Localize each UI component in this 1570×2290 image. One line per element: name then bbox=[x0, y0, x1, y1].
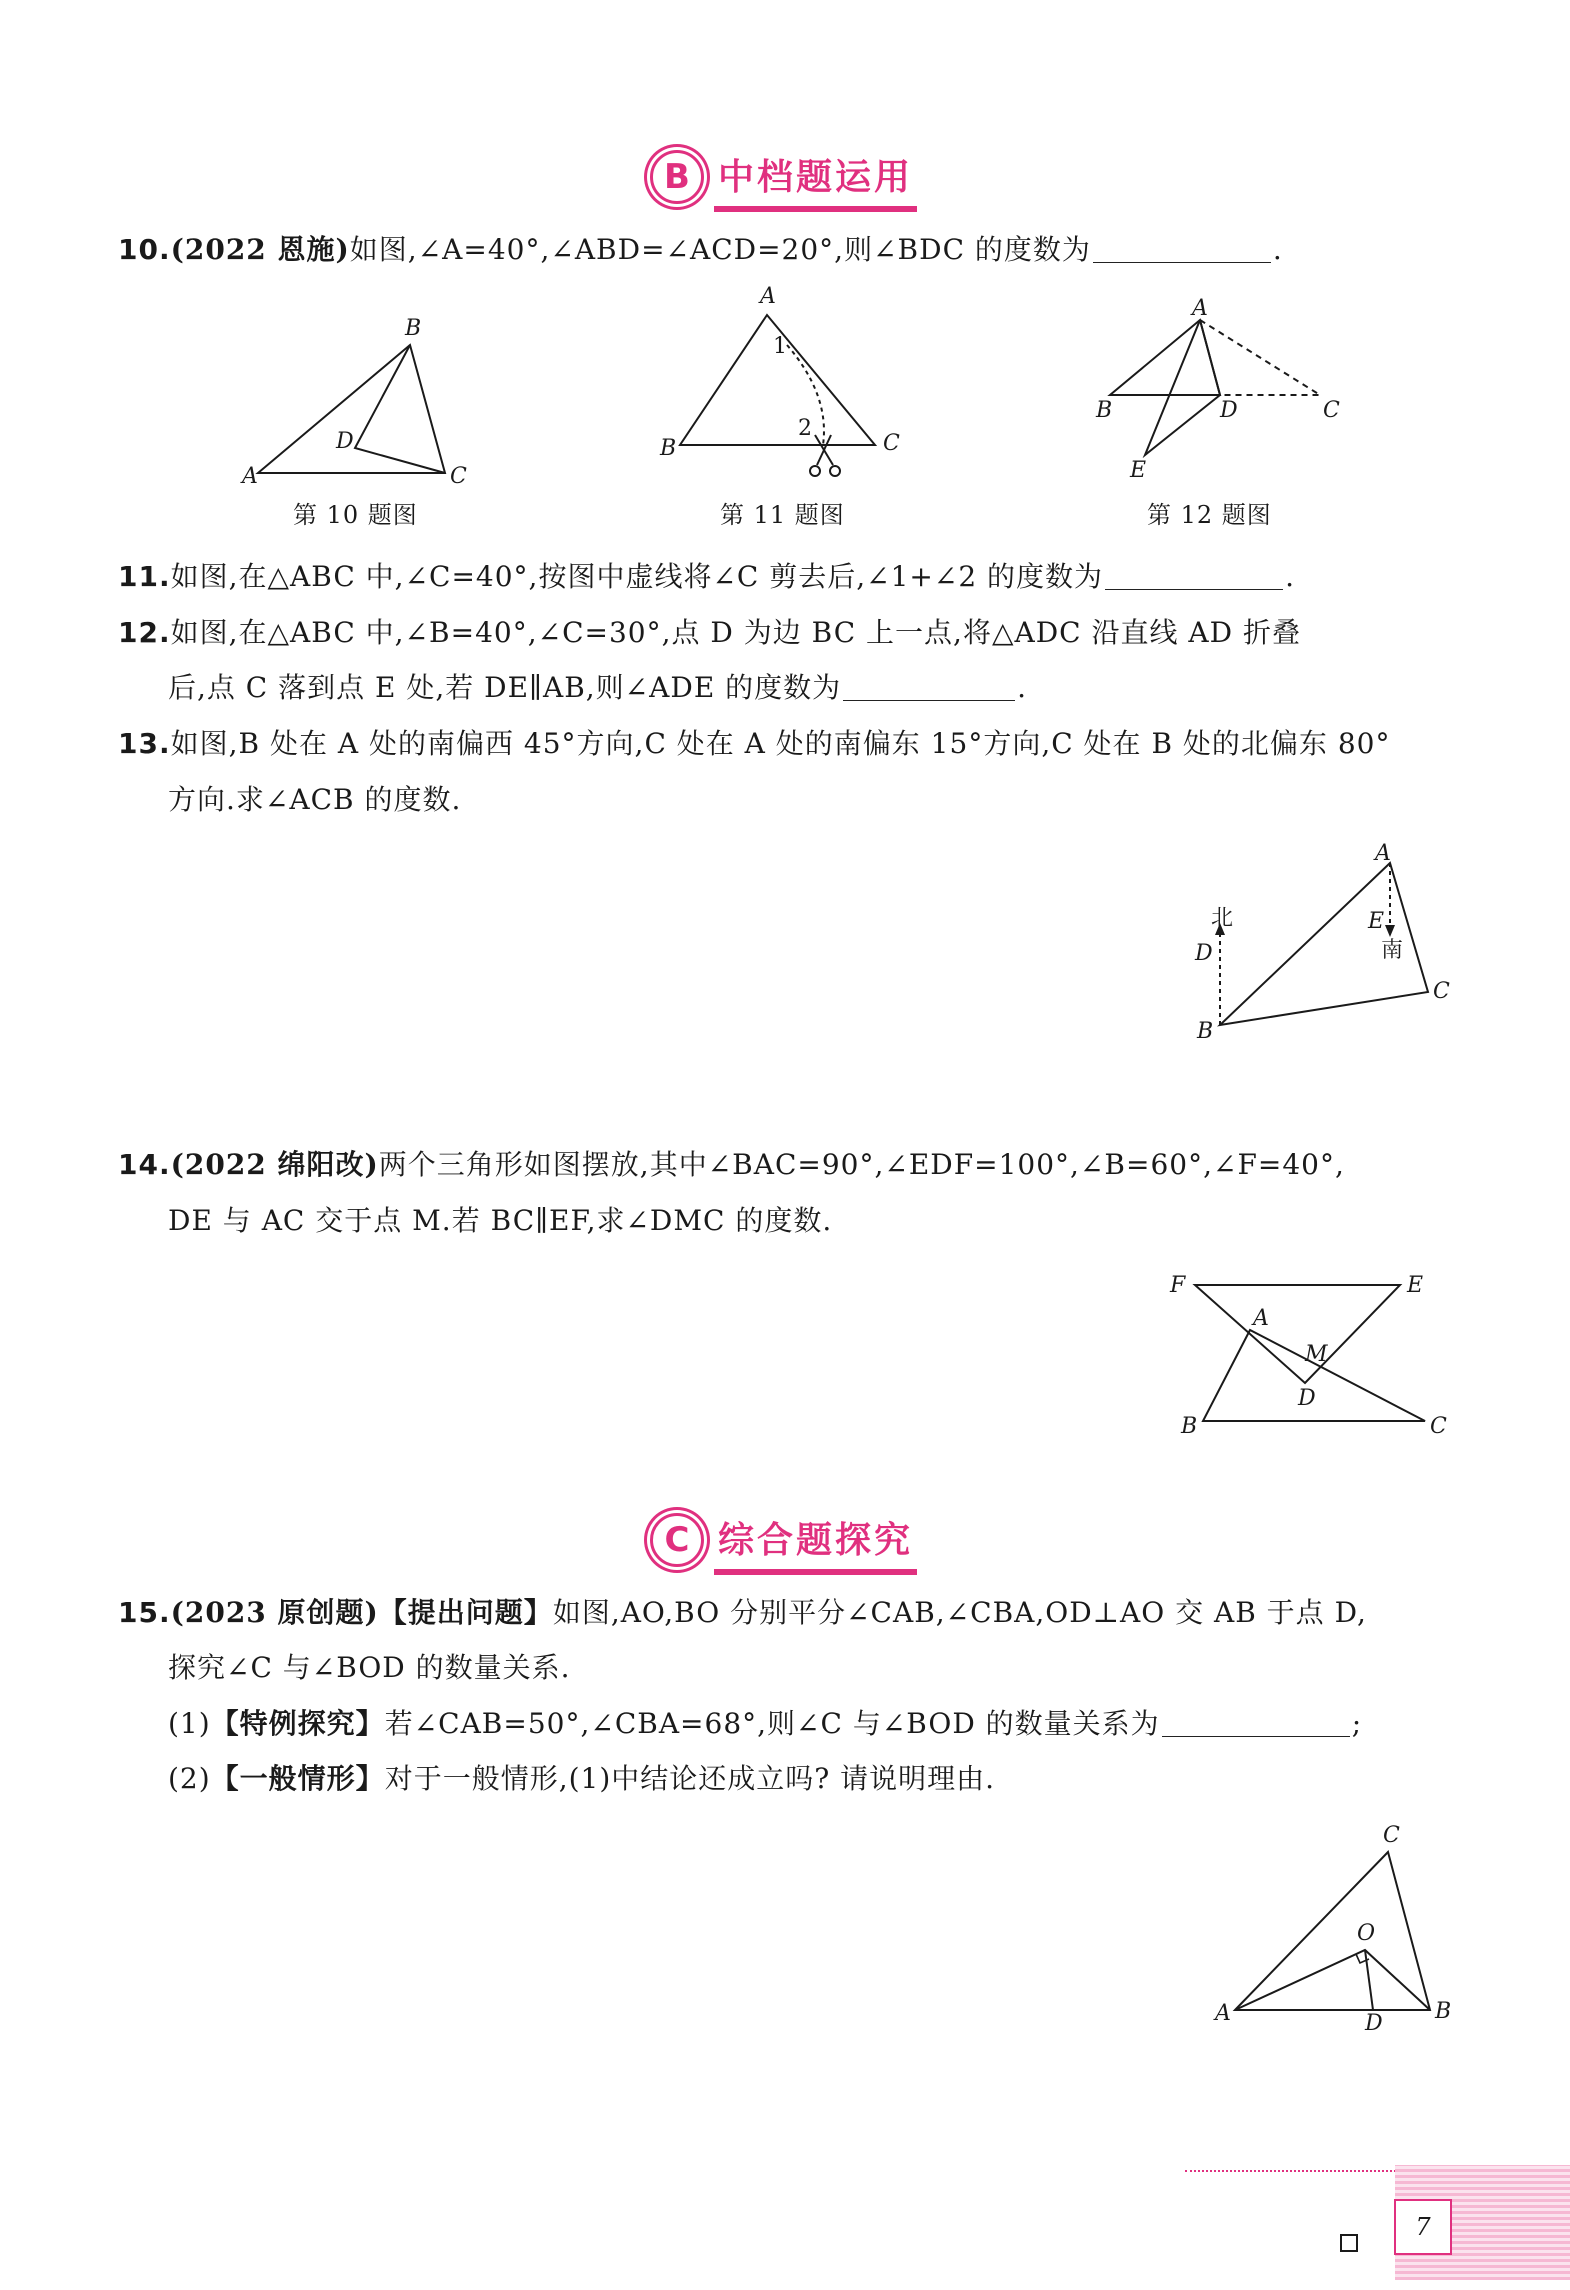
f12-label-A: A bbox=[1192, 296, 1208, 321]
question-15-part2 bbox=[168, 1759, 995, 1799]
f11-label-A: A bbox=[760, 285, 776, 309]
question-15-text-2: 探究∠C 与∠BOD 的数量关系. bbox=[168, 1651, 571, 1684]
question-15-text-1: 如图,AO,BO 分别平分∠CAB,∠CBA,OD⊥AO 交 AB 于点 D, bbox=[552, 1596, 1367, 1629]
part-1-text: 若∠CAB=50°,∠CBA=68°,则∠C 与∠BOD 的数量关系为 bbox=[384, 1707, 1160, 1740]
f14-label-C: C bbox=[1430, 1414, 1447, 1439]
f14-label-E: E bbox=[1407, 1273, 1424, 1298]
question-15-source: (2023 原创题) bbox=[170, 1596, 379, 1629]
answer-blank-15-1[interactable] bbox=[1162, 1708, 1350, 1737]
question-10 bbox=[118, 230, 1283, 270]
f14-label-M: M bbox=[1305, 1342, 1328, 1367]
answer-blank-11[interactable] bbox=[1105, 561, 1283, 590]
part-1-end: ; bbox=[1351, 1707, 1363, 1740]
f14-label-A: A bbox=[1253, 1306, 1269, 1331]
figure-13 bbox=[1185, 835, 1460, 1050]
part-2-text: 对于一般情形,(1)中结论还成立吗? 请说明理由. bbox=[384, 1762, 996, 1795]
question-14-line2 bbox=[168, 1201, 832, 1241]
question-10-number: 10. bbox=[118, 233, 171, 266]
answer-blank-10[interactable] bbox=[1093, 234, 1271, 263]
caption-fig12: 第 12 题图 bbox=[1147, 501, 1272, 529]
f10-label-A: A bbox=[242, 464, 258, 489]
question-12-line2 bbox=[168, 668, 1027, 708]
question-12-number: 12. bbox=[118, 616, 171, 649]
question-12-end: . bbox=[1017, 671, 1028, 704]
f12-label-C: C bbox=[1323, 398, 1340, 423]
section-b-badge bbox=[650, 150, 704, 204]
page-number-text: 7 bbox=[1415, 2213, 1431, 2241]
scissors-icon bbox=[810, 435, 840, 476]
question-15-number: 15. bbox=[118, 1596, 171, 1629]
page-number bbox=[1394, 2199, 1452, 2255]
f15-label-C: C bbox=[1383, 1823, 1400, 1848]
f10-label-B: B bbox=[405, 316, 422, 341]
caption-fig10: 第 10 题图 bbox=[293, 501, 418, 529]
f13-label-C: C bbox=[1433, 979, 1450, 1004]
f13-label-A: A bbox=[1375, 841, 1391, 866]
question-10-text: 如图,∠A=40°,∠ABD=∠ACD=20°,则∠BDC 的度数为 bbox=[349, 233, 1091, 266]
part-2-label: (2) bbox=[168, 1762, 211, 1795]
f11-label-C: C bbox=[883, 431, 900, 456]
question-13-number: 13. bbox=[118, 727, 171, 760]
f14-label-B: B bbox=[1181, 1414, 1198, 1439]
answer-blank-12[interactable] bbox=[843, 672, 1015, 701]
question-14-text-2: DE 与 AC 交于点 M.若 BC∥EF,求∠DMC 的度数. bbox=[168, 1204, 833, 1237]
question-11-number: 11. bbox=[118, 560, 171, 593]
question-14-text-1: 两个三角形如图摆放,其中∠BAC=90°,∠EDF=100°,∠B=60°,∠F=40°, bbox=[378, 1148, 1345, 1181]
part-1-tag: 【特例探究】 bbox=[210, 1707, 385, 1740]
f13-label-north: 北 bbox=[1211, 906, 1234, 931]
f11-label-1: 1 bbox=[773, 334, 787, 359]
question-11 bbox=[118, 557, 1295, 597]
f13-label-south: 南 bbox=[1381, 938, 1404, 963]
f10-label-C: C bbox=[450, 464, 467, 489]
question-15-part1 bbox=[168, 1704, 1362, 1744]
question-13-text-1: 如图,B 处在 A 处的南偏西 45°方向,C 处在 A 处的南偏东 15°方向,C 处在 B 处的北偏东 80° bbox=[170, 727, 1391, 760]
question-15-tag: 【提出问题】 bbox=[378, 1596, 553, 1629]
section-c-badge bbox=[650, 1513, 704, 1567]
f12-label-D: D bbox=[1220, 398, 1238, 423]
f11-label-2: 2 bbox=[798, 416, 812, 441]
figure-10 bbox=[240, 315, 480, 490]
f15-label-B: B bbox=[1435, 1999, 1452, 2024]
section-c-letter: C bbox=[664, 1520, 690, 1560]
f11-label-B: B bbox=[660, 436, 677, 461]
figure-12 bbox=[1090, 295, 1350, 495]
question-11-end: . bbox=[1285, 560, 1295, 593]
f15-label-D: D bbox=[1365, 2011, 1383, 2036]
section-c-header bbox=[650, 1508, 913, 1572]
f13-label-B: B bbox=[1197, 1019, 1214, 1044]
f12-label-E: E bbox=[1130, 458, 1147, 483]
f13-label-E: E bbox=[1368, 909, 1385, 934]
question-15-line1 bbox=[118, 1593, 1367, 1633]
question-14-source: (2022 绵阳改) bbox=[170, 1148, 379, 1181]
section-b-header bbox=[650, 145, 913, 209]
figure-15 bbox=[1205, 1820, 1465, 2040]
question-14-number: 14. bbox=[118, 1148, 171, 1181]
section-c-title: 综合题探究 bbox=[718, 1512, 913, 1569]
f15-label-A: A bbox=[1215, 2001, 1231, 2026]
f14-label-D: D bbox=[1298, 1386, 1316, 1411]
caption-fig11: 第 11 题图 bbox=[720, 501, 845, 529]
question-12-text-1: 如图,在△ABC 中,∠B=40°,∠C=30°,点 D 为边 BC 上一点,将△ADC 沿直线 AD 折叠 bbox=[170, 616, 1301, 649]
footer-small-square bbox=[1340, 2234, 1358, 2252]
question-13-line2 bbox=[168, 780, 461, 820]
section-b-title: 中档题运用 bbox=[718, 149, 913, 206]
f10-label-D: D bbox=[336, 429, 354, 454]
question-14-line1 bbox=[118, 1145, 1345, 1185]
question-12-text-2: 后,点 C 落到点 E 处,若 DE∥AB,则∠ADE 的度数为 bbox=[168, 671, 842, 704]
figure-11 bbox=[655, 285, 915, 490]
question-15-line2 bbox=[168, 1648, 571, 1688]
question-10-end: . bbox=[1272, 233, 1283, 266]
f15-label-O: O bbox=[1357, 1921, 1376, 1946]
question-11-text: 如图,在△ABC 中,∠C=40°,按图中虚线将∠C 剪去后,∠1+∠2 的度数为 bbox=[170, 560, 1104, 593]
f12-label-B: B bbox=[1096, 398, 1113, 423]
question-12-line1 bbox=[118, 613, 1301, 653]
section-b-letter: B bbox=[664, 157, 690, 197]
f13-label-D: D bbox=[1195, 941, 1213, 966]
figure-14 bbox=[1165, 1265, 1465, 1445]
part-1-label: (1) bbox=[168, 1707, 211, 1740]
question-10-source: (2022 恩施) bbox=[170, 233, 350, 266]
question-13-text-2: 方向.求∠ACB 的度数. bbox=[168, 783, 462, 816]
footer-dotted-line bbox=[1185, 2170, 1400, 2172]
f14-label-F: F bbox=[1170, 1273, 1186, 1298]
part-2-tag: 【一般情形】 bbox=[210, 1762, 385, 1795]
question-13-line1 bbox=[118, 724, 1390, 764]
